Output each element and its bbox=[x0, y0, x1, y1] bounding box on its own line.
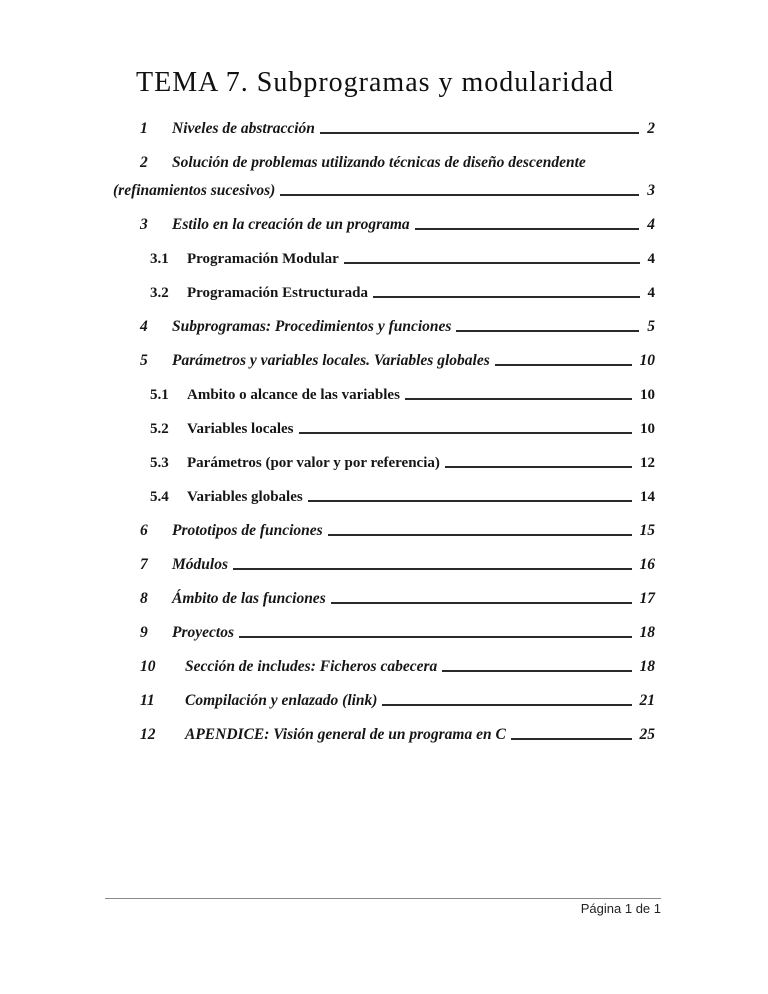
toc-entry-page: 14 bbox=[640, 489, 655, 505]
toc-entry-title: Parámetros y variables locales. Variables globales bbox=[172, 352, 490, 369]
toc-leader-line bbox=[308, 500, 632, 502]
toc-entry[interactable] bbox=[113, 690, 655, 712]
toc-entry-page: 4 bbox=[647, 285, 655, 301]
toc-entry-title: Proyectos bbox=[172, 624, 234, 641]
toc-leader-line bbox=[511, 738, 632, 740]
toc-entry-number: 10 bbox=[140, 658, 156, 675]
toc-entry[interactable] bbox=[113, 118, 655, 140]
toc-entry[interactable] bbox=[113, 248, 655, 270]
toc-entry-number: 5.2 bbox=[150, 421, 169, 437]
toc-entry-number: 3 bbox=[140, 216, 148, 233]
toc-entry[interactable] bbox=[113, 656, 655, 678]
toc-entry-continuation[interactable] bbox=[113, 180, 655, 202]
page-footer bbox=[105, 898, 661, 916]
toc-entry-number: 12 bbox=[140, 726, 156, 743]
toc-entry[interactable] bbox=[113, 418, 655, 440]
toc-entry-page: 12 bbox=[640, 455, 655, 471]
toc-leader-line bbox=[299, 432, 632, 434]
toc-entry[interactable] bbox=[113, 622, 655, 644]
toc-entry-title: Variables globales bbox=[187, 489, 303, 505]
toc-entry-title: Ambito o alcance de las variables bbox=[187, 387, 400, 403]
toc-entry-number: 8 bbox=[140, 590, 148, 607]
toc-entry-number: 2 bbox=[140, 154, 148, 171]
toc-leader-line bbox=[328, 534, 632, 536]
toc-entry-number: 5.4 bbox=[150, 489, 169, 505]
toc-entry[interactable] bbox=[113, 152, 655, 174]
toc-entry-page: 15 bbox=[639, 522, 655, 539]
toc-entry[interactable] bbox=[113, 282, 655, 304]
toc-entry-title: Variables locales bbox=[187, 421, 294, 437]
toc-entry-page: 10 bbox=[640, 387, 655, 403]
toc-leader-line bbox=[239, 636, 632, 638]
toc-entry-page: 16 bbox=[639, 556, 655, 573]
toc-leader-line bbox=[415, 228, 640, 230]
toc-entry-page: 17 bbox=[639, 590, 655, 607]
toc-entry-title: Solución de problemas utilizando técnicas de diseño descendente bbox=[172, 154, 586, 171]
toc-entry[interactable] bbox=[113, 384, 655, 406]
toc-entry-page: 25 bbox=[639, 726, 655, 743]
toc-entry-number: 5 bbox=[140, 352, 148, 369]
toc-entry[interactable] bbox=[113, 520, 655, 542]
toc-entry-number: 6 bbox=[140, 522, 148, 539]
toc-entry[interactable] bbox=[113, 214, 655, 236]
toc-entry-title: Compilación y enlazado (link) bbox=[185, 692, 378, 709]
toc-entry-title: Programación Modular bbox=[187, 251, 339, 267]
page-number-label: Página 1 de 1 bbox=[580, 901, 661, 916]
toc-leader-line bbox=[445, 466, 632, 468]
toc-entry-page: 21 bbox=[639, 692, 655, 709]
toc-entry-title: Subprogramas: Procedimientos y funciones bbox=[172, 318, 452, 335]
toc-entry-page: 10 bbox=[640, 421, 655, 437]
toc-entry-number: 9 bbox=[140, 624, 148, 641]
toc-entry-number: 3.2 bbox=[150, 285, 169, 301]
toc-entry-title: Prototipos de funciones bbox=[172, 522, 323, 539]
toc-leader-line bbox=[442, 670, 631, 672]
page-title: TEMA 7. Subprogramas y modularidad bbox=[136, 67, 615, 98]
footer-divider bbox=[105, 898, 661, 899]
toc-entry-number: 11 bbox=[140, 692, 155, 709]
toc-entry-page: 18 bbox=[639, 624, 655, 641]
toc-leader-line bbox=[320, 132, 639, 134]
toc-entry-number: 4 bbox=[140, 318, 148, 335]
toc-entry[interactable] bbox=[113, 350, 655, 372]
toc-entry-page: 3 bbox=[647, 182, 655, 199]
toc-leader-line bbox=[495, 364, 632, 366]
toc-entry[interactable] bbox=[113, 724, 655, 746]
toc-entry-number: 5.3 bbox=[150, 455, 169, 471]
toc-entry-title: Ámbito de las funciones bbox=[172, 590, 326, 607]
toc-leader-line bbox=[382, 704, 631, 706]
toc-entry-page: 10 bbox=[639, 352, 655, 369]
toc-entry-title: Módulos bbox=[172, 556, 228, 573]
toc-entry-number: 3.1 bbox=[150, 251, 169, 267]
toc-entry-title: Programación Estructurada bbox=[187, 285, 368, 301]
toc-leader-line bbox=[344, 262, 640, 264]
toc-entry-page: 4 bbox=[647, 216, 655, 233]
toc-entry[interactable] bbox=[113, 486, 655, 508]
toc-leader-line bbox=[373, 296, 640, 298]
toc-leader-line bbox=[233, 568, 632, 570]
toc-entry-page: 4 bbox=[647, 251, 655, 267]
toc-entry-title-line2: (refinamientos sucesivos) bbox=[113, 182, 276, 199]
toc-entry[interactable] bbox=[113, 452, 655, 474]
table-of-contents bbox=[113, 118, 655, 746]
toc-entry-page: 18 bbox=[639, 658, 655, 675]
toc-entry[interactable] bbox=[113, 316, 655, 338]
toc-entry-page: 5 bbox=[647, 318, 655, 335]
toc-leader-line bbox=[280, 194, 639, 196]
toc-leader-line bbox=[331, 602, 632, 604]
toc-entry-number: 5.1 bbox=[150, 387, 169, 403]
toc-entry-number: 1 bbox=[140, 120, 148, 137]
toc-leader-line bbox=[456, 330, 639, 332]
toc-entry[interactable] bbox=[113, 588, 655, 610]
toc-entry-title: Sección de includes: Ficheros cabecera bbox=[185, 658, 438, 675]
toc-entry-title: Parámetros (por valor y por referencia) bbox=[187, 455, 440, 471]
toc-entry-title: Estilo en la creación de un programa bbox=[172, 216, 410, 233]
toc-entry-page: 2 bbox=[647, 120, 655, 137]
toc-leader-line bbox=[405, 398, 632, 400]
toc-entry-title: APENDICE: Visión general de un programa en C bbox=[185, 726, 506, 743]
toc-entry-title: Niveles de abstracción bbox=[172, 120, 315, 137]
toc-entry[interactable] bbox=[113, 554, 655, 576]
toc-entry-number: 7 bbox=[140, 556, 148, 573]
